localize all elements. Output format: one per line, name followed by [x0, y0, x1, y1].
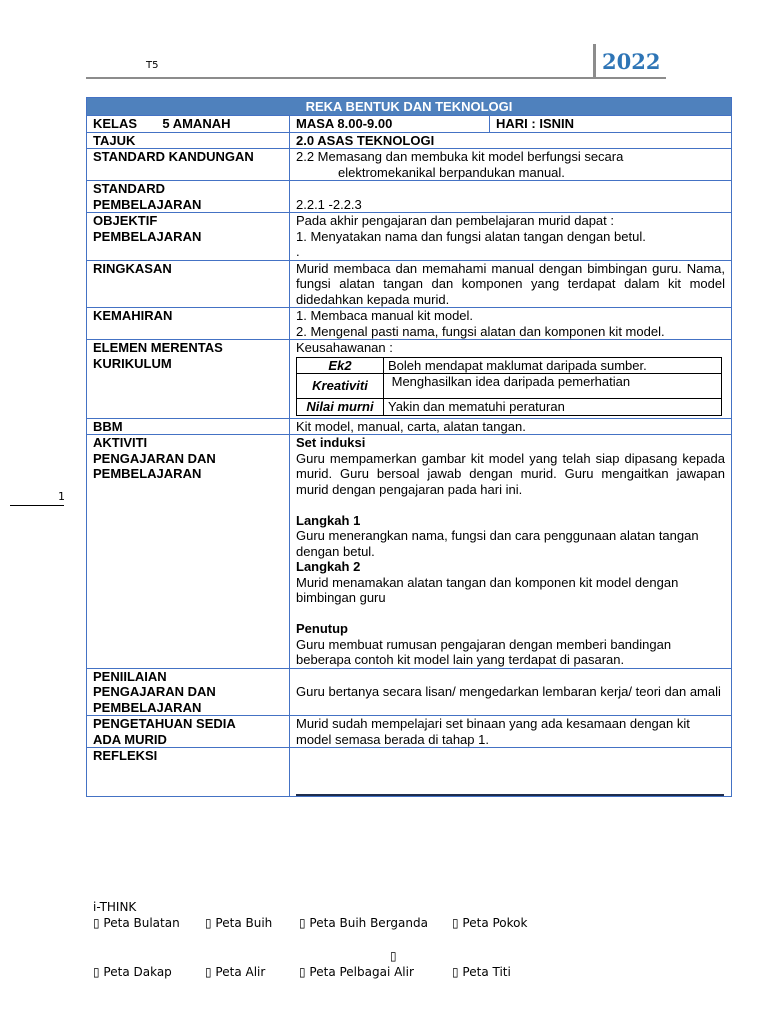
kelas-label: KELAS [93, 116, 138, 131]
aktiviti-value [290, 435, 732, 669]
header-divider [593, 44, 596, 78]
sp-value: 2.2.1 -2.2.3 [296, 196, 362, 212]
aktiviti-label1: AKTIVITI [93, 435, 148, 450]
pengetahuan-value: Murid sudah mempelajari set binaan yang ada kesamaan dengan kit model semasa berada di tahap 1. [290, 716, 732, 748]
header-year: 2022 [602, 49, 661, 74]
aktiviti-label3: PEMBELAJARAN [93, 466, 202, 481]
aktiviti-label [87, 435, 290, 669]
sp-value-cell [290, 181, 732, 213]
refleksi-signature-line [296, 794, 724, 796]
refleksi-value [290, 748, 732, 797]
sk-line2: elektromekanikal berpandukan manual. [338, 164, 565, 180]
table-row [297, 357, 722, 374]
penutup-heading: Penutup [296, 621, 348, 636]
set-induksi-text: Guru mempamerkan gambar kit model yang telah siap dipasang kepada murid. Guru bersoal jawab dengan murid. Guru mengaitkan jawapan murid dengan pengajaran pada hari ini. [296, 450, 725, 497]
emk-key: Nilai murni [297, 399, 384, 416]
langkah1-text: Guru menerangkan nama, fungsi dan cara penggunaan alatan tangan dengan betul. [296, 528, 699, 559]
page-number-rule [10, 505, 64, 506]
bbm-label: BBM [87, 418, 290, 435]
kemahiran-line2: 2. Mengenal pasti nama, fungsi alatan dan komponen kit model. [296, 323, 665, 339]
tajuk-value: 2.0 ASAS TEKNOLOGI [290, 132, 732, 149]
kemahiran-line1: 1. Membaca manual kit model. [296, 308, 474, 323]
peta-alir: ▯ Peta Alir [205, 965, 266, 979]
sk-line1: 2.2 Memasang dan membuka kit model berfungsi secara [296, 149, 624, 164]
penutup-text: Guru membuat rumusan pengajaran dengan memberi bandingan beberapa contoh kit model lain yang terdapat di pasaran. [296, 636, 672, 667]
header-rule [86, 77, 594, 79]
penilaian-label1: PENIILAIAN [93, 668, 167, 684]
lesson-plan-table [86, 97, 732, 797]
emk-label1: ELEMEN MERENTAS [93, 340, 223, 355]
table-title-row [87, 98, 732, 116]
aktiviti-label2: PENGAJARAN DAN [93, 450, 216, 466]
emk-value [290, 340, 732, 419]
kemahiran-label: KEMAHIRAN [87, 308, 290, 340]
obj-line2: 1. Menyatakan nama dan fungsi alatan tangan dengan betul. [296, 228, 646, 244]
obj-label [87, 213, 290, 261]
emk-value-text: Yakin dan mematuhi peraturan [384, 399, 722, 416]
peta-pokok: ▯ Peta Pokok [452, 916, 528, 930]
table-title: REKA BENTUK DAN TEKNOLOGI [87, 98, 732, 116]
masa-cell: MASA 8.00-9.00 [290, 116, 490, 133]
emk-value-text: Menghasilkan idea daripada pemerhatian [384, 374, 722, 399]
peta-buih: ▯ Peta Buih [205, 916, 273, 930]
kelas-row [87, 116, 732, 133]
peta-pelbagai-alir: ▯ Peta Pelbagai Alir [299, 965, 414, 979]
emk-key: Kreativiti [297, 374, 384, 399]
obj-line1: Pada akhir pengajaran dan pembelajaran murid dapat : [296, 213, 614, 228]
emk-intro: Keusahawanan : [296, 340, 393, 355]
sk-value [290, 149, 732, 181]
hari-cell: HARI : ISNIN [490, 116, 732, 133]
ringkasan-row [87, 260, 732, 308]
pengetahuan-label [87, 716, 290, 748]
sp-row [87, 181, 732, 213]
sk-row [87, 149, 732, 181]
bbm-row [87, 418, 732, 435]
table-row [297, 399, 722, 416]
sp-label [87, 181, 290, 213]
pengetahuan-label2: ADA MURID [93, 731, 167, 747]
ringkasan-value: Murid membaca dan memahami manual dengan bimbingan guru. Nama, fungsi alatan tangan dan komponen yang terdapat dalam kit model didedahkan kepada murid. [290, 260, 732, 308]
obj-label2: PEMBELAJARAN [93, 228, 202, 244]
emk-row [87, 340, 732, 419]
bbm-value: Kit model, manual, carta, alatan tangan. [290, 418, 732, 435]
peta-titi: ▯ Peta Titi [452, 965, 511, 979]
emk-inner-table [296, 357, 722, 416]
peta-bulatan: ▯ Peta Bulatan [93, 916, 180, 930]
langkah2-heading: Langkah 2 [296, 559, 361, 574]
sp-label2: PEMBELAJARAN [93, 196, 202, 212]
kelas-value: 5 AMANAH [162, 116, 231, 131]
langkah1-heading: Langkah 1 [296, 512, 361, 528]
emk-value-text: Boleh mendapat maklumat daripada sumber. [384, 357, 722, 374]
refleksi-label: REFLEKSI [87, 748, 290, 797]
peta-dakap: ▯ Peta Dakap [93, 965, 172, 979]
obj-row [87, 213, 732, 261]
kemahiran-value [290, 308, 732, 340]
peta-buih-berganda: ▯ Peta Buih Berganda [299, 916, 428, 930]
refleksi-row [87, 748, 732, 797]
pengetahuan-row [87, 716, 732, 748]
ithink-mid-marker: ▯ [390, 949, 397, 963]
page-number: 1 [58, 490, 65, 503]
table-row [297, 374, 722, 399]
langkah2-text: Murid menamakan alatan tangan dan komponen kit model dengan bimbingan guru [296, 574, 679, 605]
tajuk-label: TAJUK [87, 132, 290, 149]
emk-key: Ek2 [297, 357, 384, 374]
set-induksi-heading: Set induksi [296, 435, 366, 450]
penilaian-row [87, 668, 732, 716]
ithink-title: i-THINK [93, 900, 137, 914]
penilaian-label3: PEMBELAJARAN [93, 699, 202, 715]
emk-label2: KURIKULUM [93, 355, 172, 371]
penilaian-label2: PENGAJARAN DAN [93, 684, 216, 699]
ringkasan-label: RINGKASAN [87, 260, 290, 308]
sp-label1: STANDARD [93, 181, 165, 196]
pengetahuan-label1: PENGETAHUAN SEDIA [93, 716, 236, 731]
emk-label [87, 340, 290, 419]
kelas-cell [87, 116, 290, 133]
tajuk-row [87, 132, 732, 149]
penilaian-value: Guru bertanya secara lisan/ mengedarkan lembaran kerja/ teori dan amali [290, 668, 732, 716]
sk-label: STANDARD KANDUNGAN [87, 149, 290, 181]
header-rule-right [594, 77, 666, 79]
obj-label1: OBJEKTIF [93, 213, 158, 228]
penilaian-label [87, 668, 290, 716]
aktiviti-row [87, 435, 732, 669]
header-code: T5 [146, 60, 159, 71]
kemahiran-row [87, 308, 732, 340]
obj-line3: . [296, 244, 300, 259]
obj-value [290, 213, 732, 261]
